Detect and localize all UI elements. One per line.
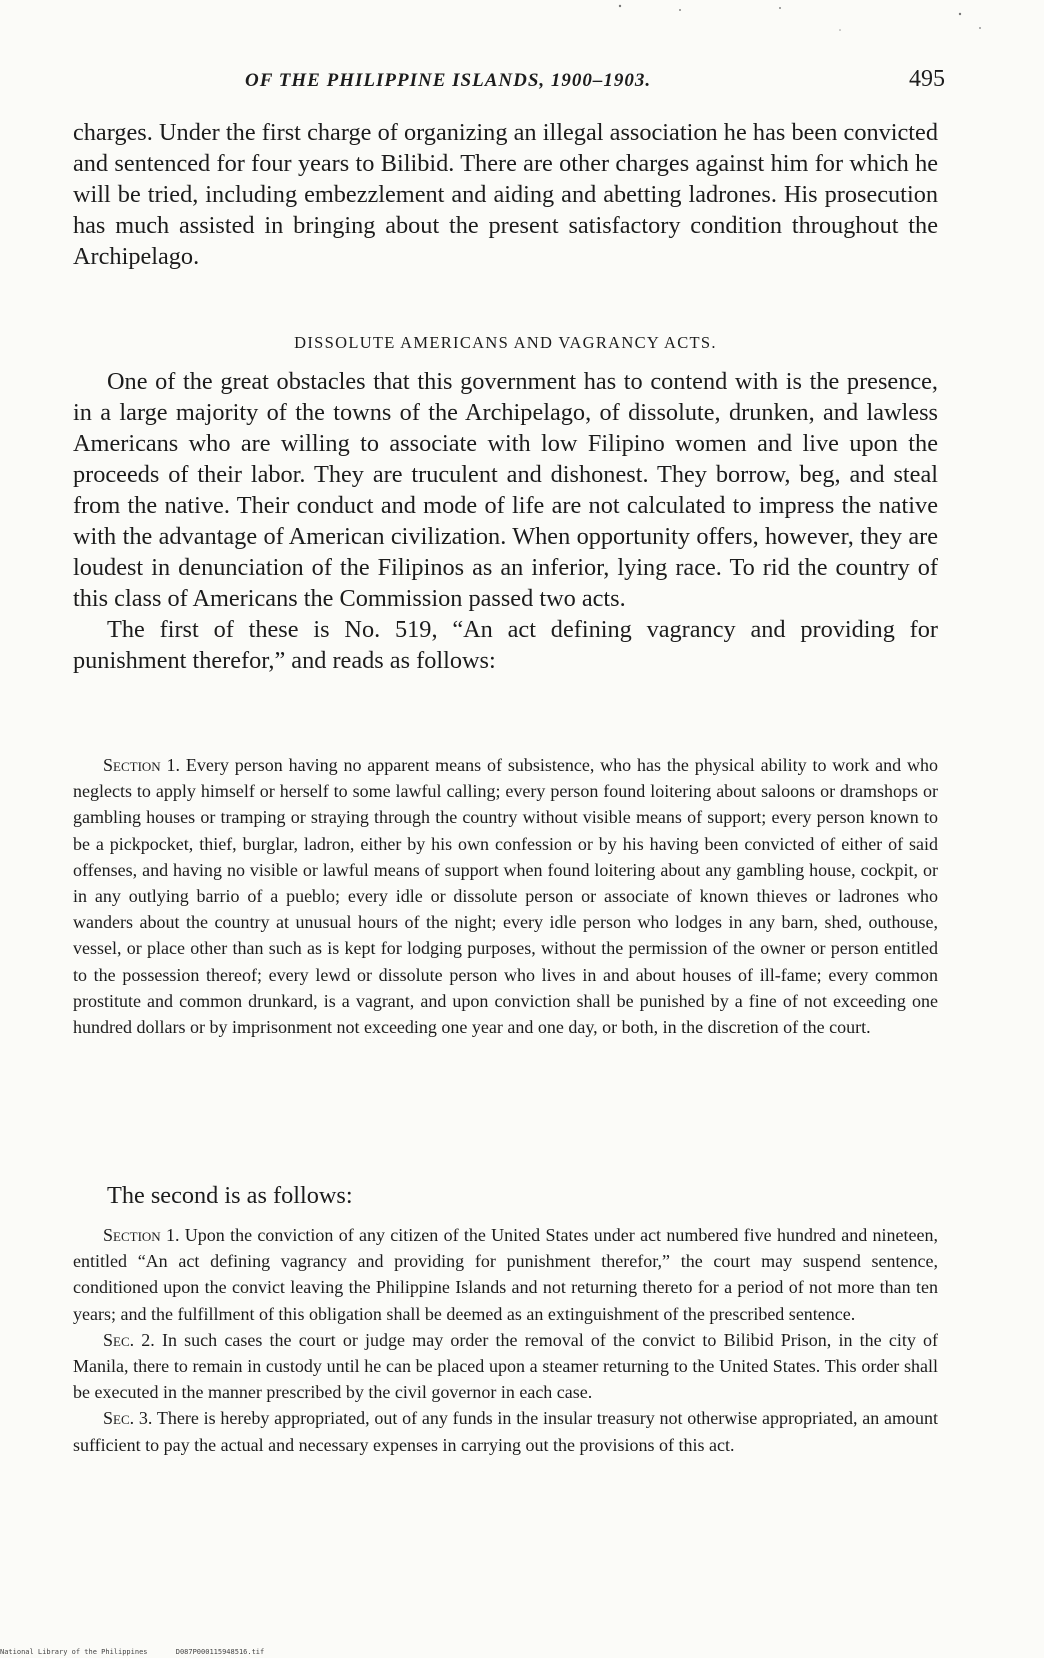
scan-specks [600,0,1040,64]
second-act-s2-text: In such cases the court or judge may order the removal of the convict to Bilibid Prison, in the city of Manila, there to remain in custody until he can be placed upon a steamer returning to the United States. This order shall be executed in the manner prescribed by the civil governor in each case. [73,1329,938,1403]
act-519-block [73,752,938,1040]
second-act-s3-label: Sec. 3. [103,1408,153,1429]
footer-file-id: D087P000115948516.tif [175,1648,265,1656]
footer-library: National Library of the Philippines [0,1648,148,1656]
second-act-s1-label: Section 1. [103,1225,180,1245]
second-act-intro: The second is as follows: [107,1182,353,1209]
main-text-block [73,366,938,676]
section-heading: DISSOLUTE AMERICANS AND VAGRANCY ACTS. [294,333,717,352]
scan-footer [0,1648,288,1656]
page-number: 495 [909,66,945,92]
act-519-section-1-text: Every person having no apparent means of subsistence, who has the physical ability to work and who neglects to apply himself or herself to some lawful calling; every person found loitering about saloons or dramshops or gambling houses or tramping or straying through the country without visible means of support; every person known to be a pickpocket, thief, burglar, ladron, either by his own confession or by his having been convicted of either of said offenses, and having no visible or lawful means of support when found loitering about any gambling house, cockpit, or in any outlying barrio of a pueblo; every idle or dissolute person or associate of known thieves or ladrones who wanders about the country at unusual hours of the night; every idle person who lodges in any barn, shed, outhouse, vessel, or place other than such as is kept for lodging purposes, without the permission of the owner or person entitled to the possession thereof; every lewd or dissolute person who lives in and about houses of ill-fame; every common prostitute and common drunkard, is a vagrant, and upon conviction shall be punished by a fine of not exceeding one hundred dollars or by imprisonment not exceeding one year and one day, or both, in the discretion of the court. [73,755,939,1038]
second-act-block [73,1222,938,1458]
second-act-intro-block [73,1180,938,1211]
running-title: OF THE PHILIPPINE ISLANDS, 1900–1903. [245,70,652,91]
second-act-section-2 [73,1327,938,1406]
second-act-section-1 [73,1222,938,1327]
running-header [75,60,945,100]
opening-paragraph-block [73,117,938,272]
second-act-section-3 [73,1405,938,1457]
act-519-section-label: Section 1. [103,755,181,775]
second-act-s3-text: There is hereby appropriated, out of any funds in the insular treasury not otherwise appropriated, an amount sufficient to pay the actual and necessary expenses in carrying out the provisions of this act. [73,1408,938,1455]
act-519-section-1 [73,752,938,1040]
obstacles-paragraph: One of the great obstacles that this government has to contend with is the presence, in a large majority of the towns of the Archipelago, of dissolute, drunken, and lawless Americans who are willing to associate with low Filipino women and live upon the proceeds of their labor. They are truculent and dishonest. They borrow, beg, and steal from the native. Their conduct and mode of life are not calculated to impress the native with the advantage of American civilization. When opportunity offers, however, they are loudest in denunciation of the Filipinos as an inferior, lying race. To rid the country of this class of Americans the Commission passed two acts. [73,368,938,612]
first-act-intro: The first of these is No. 519, “An act defining vagrancy and providing for punishment therefor,” and reads as follows: [73,616,938,674]
second-act-s1-text: Upon the conviction of any citizen of the United States under act numbered five hundred and nineteen, entitled “An act defining vagrancy and providing for punishment therefor,” the court may suspend sentence, conditioned upon the convict leaving the Philippine Islands and not returning thereto for a period of not more than ten years; and the fulfillment of this obligation shall be deemed as an extinguishment of the prescribed sentence. [73,1225,939,1324]
opening-paragraph: charges. Under the first charge of organizing an illegal association he has been convicted and sentenced for four years to Bilibid. There are other charges against him for which he will be tried, including embezzlement and aiding and abetting ladrones. His prosecution has much assisted in bringing about the present satisfactory condition throughout the Archipelago. [73,119,938,270]
second-act-s2-label: Sec. 2. [103,1329,155,1350]
